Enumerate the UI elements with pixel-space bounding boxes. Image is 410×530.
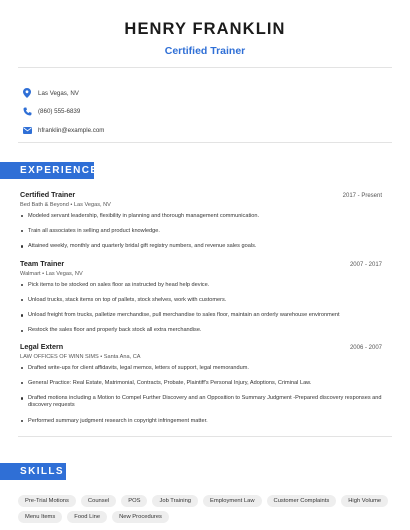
map-pin-icon (22, 88, 32, 98)
job-entry (20, 190, 382, 258)
job-bullets (20, 282, 382, 335)
job-bullet: General Practice: Real Estate, Matrimonial, Contracts, Probate, Plaintiff's Personal Injury, Adoptions, Criminal Law. (20, 380, 382, 388)
job-company: Bed Bath & Beyond • Las Vegas, NV (20, 201, 111, 208)
job-bullet: Restock the sales floor and properly back stock all extra merchandise. (20, 327, 382, 335)
skill-chip: Food Line (67, 511, 107, 523)
skills-list (18, 495, 398, 523)
job-bullet: Drafted motions including a Motion to Compel Further Discovery and an Opposition to Summary Judgment -Prepared discovery responses and discovery requests (20, 395, 382, 410)
contact-phone-text: (860) 555-6839 (38, 108, 81, 116)
candidate-title: Certified Trainer (164, 45, 246, 57)
job-bullet: Unload trucks, stack items on top of pallets, stock shelves, work with customers. (20, 297, 382, 305)
job-title: Team Trainer (20, 259, 65, 268)
skill-chip: Customer Complaints (267, 495, 337, 507)
job-bullets (20, 365, 382, 426)
job-dates: 2006 - 2007 (349, 345, 382, 351)
skill-chip: High Volume (341, 495, 388, 507)
job-bullet: Modeled servant leadership, flexibility in planning and thorough management communication. (20, 213, 382, 221)
job-bullets (20, 213, 382, 251)
candidate-name: HENRY FRANKLIN (124, 20, 286, 38)
contact-block (22, 84, 104, 140)
skill-chip: Pre-Trial Motions (18, 495, 76, 507)
skill-chip: Job Training (152, 495, 198, 507)
job-bullet: Drafted write-ups for client affidavits, legal memos, letters of support, legal memorandum. (20, 365, 382, 373)
job-bullet: Performed summary judgment research in copyright infringement matter. (20, 418, 382, 426)
job-entry (20, 259, 382, 342)
section-heading-experience: EXPERIENCE (0, 162, 94, 179)
job-bullet: Train all associates in selling and product knowledge. (20, 228, 382, 236)
job-bullet: Unload freight from trucks, palletize merchandise, pull merchandise to sales floor, maintain an orderly warehouse environment (20, 312, 382, 320)
contact-email-text[interactable]: hfranklin@example.com (38, 126, 105, 134)
job-bullet: Pick items to be stocked on sales floor as instructed by head help device. (20, 282, 382, 290)
divider (18, 436, 392, 437)
job-dates: 2007 - 2017 (349, 262, 382, 268)
skill-chip: Menu Items (18, 511, 62, 523)
resume-header (0, 0, 410, 57)
contact-location-text: Las Vegas, NV (38, 89, 79, 97)
job-title: Legal Extern (20, 342, 64, 351)
skill-chip: POS (121, 495, 147, 507)
phone-icon (22, 107, 32, 117)
mail-icon (22, 125, 32, 135)
job-title: Certified Trainer (20, 190, 76, 199)
skill-chip: Employment Law (203, 495, 261, 507)
skill-chip: Counsel (81, 495, 116, 507)
contact-phone (22, 103, 104, 122)
contact-location (22, 84, 104, 103)
divider (18, 142, 392, 143)
job-company: Walmart • Las Vegas, NV (20, 270, 83, 277)
contact-email[interactable] (22, 121, 104, 140)
job-company: LAW OFFICES OF WINN SIMS • Santa Ana, CA (20, 353, 141, 360)
divider (18, 67, 392, 68)
job-dates: 2017 - Present (342, 193, 382, 199)
skill-chip: New Procedures (112, 511, 169, 523)
job-bullet: Attained weekly, monthly and quarterly bridal gift registry numbers, and revenue sales goals. (20, 243, 382, 251)
job-entry (20, 342, 382, 433)
section-heading-skills: SKILLS (0, 463, 66, 480)
